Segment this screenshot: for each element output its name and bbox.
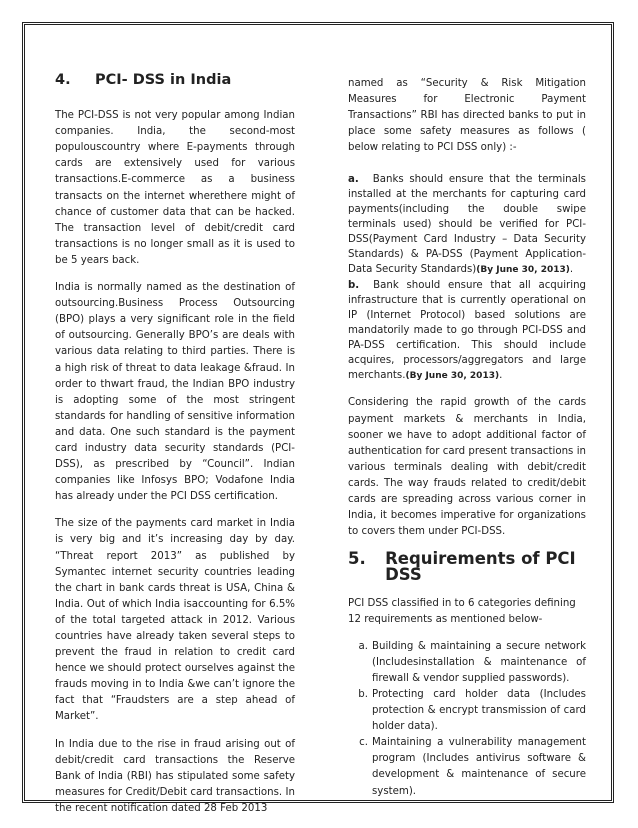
list-item-label: c. [359, 737, 368, 749]
measure-b [348, 278, 586, 384]
requirements-list [348, 639, 586, 800]
section-5-heading [348, 551, 586, 583]
right-column [348, 76, 586, 800]
measure-tail: . [499, 370, 503, 382]
list-item [348, 687, 586, 735]
section-5-intro: PCI DSS classified in to 6 categories defining 12 requirements as mentioned below- [348, 597, 576, 625]
measure-tail: . [569, 264, 574, 276]
measure-a [348, 172, 586, 278]
paragraph-conclusion: Considering the rapid growth of the cards payment markets & merchants in India, sooner we have to adopt additional factor of authentication for card present transactions in various terminals dealing with debit/credit cards. The way frauds related to credit/debit cards are spreading across various corner in India, it becomes imperative for organizations to covers them under PCI-DSS. [348, 397, 586, 538]
list-item-text: Building & maintaining a secure network (Includesinstallation & maintenance of firewall & vendor supplied passwords). [372, 640, 586, 684]
list-item [348, 735, 586, 799]
paragraph: India is normally named as the destination of outsourcing.Business Process Outsourcing (BPO) plays a very significant role in the field of outsourcing. Generally BPO’s are deals with various data relating to third parties. There is a high risk of threat to data leakage &fraud. In order to thwart fraud, the Indian BPO industry is adopting some of the most stringent standards for handling of sensitive information and data. One such standard is the payment card industry data security standards (PCI-DSS), as prescribed by “Council”. Indian companies like Infosys BPO; Vodafone India has already under the PCI DSS certification. [55, 282, 295, 503]
list-item [348, 639, 586, 687]
measure-deadline: (By June 30, 2013) [476, 265, 570, 276]
list-item-text: Protecting card holder data (Includes protection & encrypt transmission of card holder data). [372, 688, 586, 733]
list-item-label: a. [358, 640, 368, 652]
paragraph: In India due to the rise in fraud arising out of debit/credit card transactions the Reserve Bank of India (RBI) has stipulated some safety measures for Credit/Debit card transactions. In the recent notification dated 28 Feb 2013 [55, 738, 295, 814]
left-column [55, 72, 295, 828]
paragraph-continuation: named as “Security & Risk Mitigation Measures for Electronic Payment Transactions” RBI has directed banks to put in place some safety measures as follows ( below relating to PCI DSS only) :- [348, 78, 586, 154]
measure-deadline: (By June 30, 2013) [405, 371, 500, 382]
measure-marker: a. [348, 174, 359, 186]
paragraph: The size of the payments card market in India is very big and it’s increasing day by day. “Threat report 2013” as published by Symantec internet security countries leading the chart in bank cards threat is USA, China & India. Out of which India isaccounting for 6.5% of the total targeted attack in 2012. Various countries have already taken several steps to prevent the fraud in relation to credit card hence we should protect ourselves against the frauds moving in to India &we can’t ignore the fact that “Fraudsters are a step ahead of Market”. [55, 518, 295, 723]
list-item-label: b. [358, 688, 368, 700]
section-4-heading [55, 72, 295, 88]
section-4-number: 4. [55, 72, 71, 88]
measure-marker: b. [348, 280, 360, 292]
section-5-number: 5. [348, 549, 366, 569]
measure-text: Bank should ensure that all acquiring infrastructure that is currently operational on IP (Internet Protocol) based solutions are mandatorily made to go through PCI-DSS and PA-DSS certification. This should include acquires, processors/aggregators and large merchants. [348, 280, 586, 382]
section-5-title: Requirements of PCI DSS [385, 549, 576, 585]
measure-text: Banks should ensure that the terminals installed at the merchants for capturing card payments(including the double swipe terminals used) should be verified for PCI-DSS(Payment Card Industry – Data Security Standards) & PA-DSS (Payment Application-Data Security Standards) [348, 174, 586, 276]
section-4-title: PCI- DSS in India [95, 72, 232, 88]
paragraph: The PCI-DSS is not very popular among Indian companies. India, the second-most populouscountry where E-payments through cards are extensively used for various transactions.E-commerce as a business transacts on the internet wherethere might of chance of customer data that can be hacked. The transaction level of debit/credit card transactions is no longer small as it is used to be 5 years back. [55, 110, 295, 266]
rbi-measures [348, 172, 586, 384]
list-item-text: Maintaining a vulnerability management program (Includes antivirus software & development & maintenance of secure system). [372, 737, 586, 797]
